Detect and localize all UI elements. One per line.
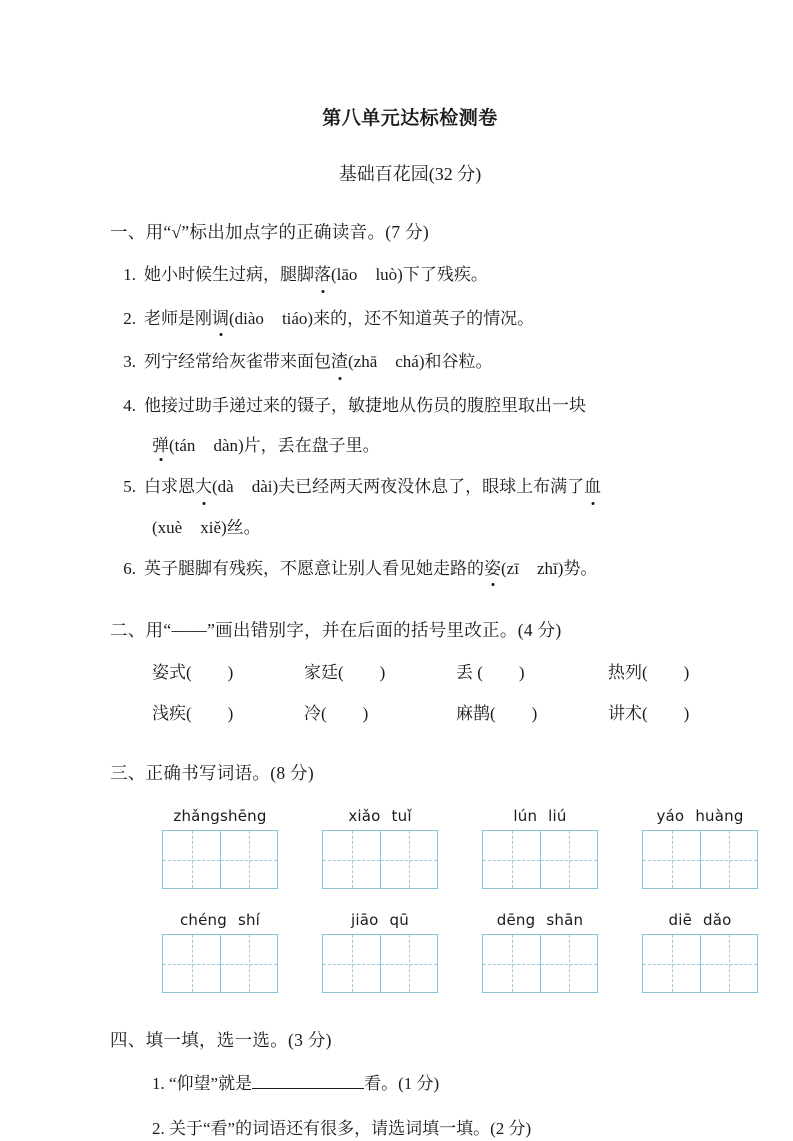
tianzige-cell[interactable] — [483, 935, 540, 992]
question-text-post: 和谷粒。 — [425, 352, 493, 371]
word-label: 家廷( — [304, 663, 344, 682]
tianzige-grid[interactable] — [322, 830, 438, 889]
close-paren: ) — [532, 704, 538, 723]
writing-grid-item — [140, 807, 300, 889]
word-correction-item[interactable] — [152, 699, 304, 724]
pinyin-option-b[interactable]: xiě) — [200, 518, 226, 537]
dotted-char: 渣 — [331, 349, 348, 375]
word-label: 姿式( — [152, 663, 192, 682]
section-3-heading: 三、正确书写词语。(8 分) — [110, 760, 710, 785]
word-row — [152, 658, 710, 683]
section-4-heading: 四、填一填，选一选。(3 分) — [110, 1027, 710, 1052]
word-label: 热列( — [608, 663, 648, 682]
word-correction-item[interactable] — [304, 658, 456, 683]
question-item — [110, 474, 710, 500]
close-paren: ) — [228, 704, 234, 723]
question-number: 1. — [110, 262, 144, 288]
item-number: 1. — [152, 1074, 165, 1093]
page-title: 第八单元达标检测卷 — [110, 103, 710, 130]
word-correction-item[interactable] — [456, 658, 608, 683]
question-item — [110, 556, 710, 582]
question-text-pre: 英子腿脚有残疾，不愿意让别人看见她走路的 — [144, 559, 484, 578]
tianzige-cell[interactable] — [220, 935, 277, 992]
question-body — [144, 349, 710, 375]
pinyin-label: lún liú — [513, 807, 566, 825]
word-label: 丢 ( — [456, 663, 483, 682]
question-text-post: 片，丢在盘子里。 — [244, 436, 380, 455]
close-paren: ) — [380, 663, 386, 682]
section-2-heading: 二、用“——”画出错别字，并在后面的括号里改正。(4 分) — [110, 617, 710, 642]
question-body — [144, 556, 710, 582]
tianzige-grid[interactable] — [162, 934, 278, 993]
writing-grid-row — [140, 911, 710, 993]
question-body — [144, 393, 710, 419]
pinyin-label: diē dǎo — [668, 911, 731, 929]
pinyin-label: yáo huàng — [656, 807, 743, 825]
tianzige-cell[interactable] — [323, 935, 380, 992]
question-text-pre: 列宁经常给灰雀带来面包 — [144, 352, 331, 371]
pinyin-option-b[interactable]: tiáo) — [282, 309, 313, 328]
question-text-post: 夫已经两天两夜没休息了，眼球上布满了 — [278, 477, 584, 496]
question-text-pre: 白求恩 — [144, 477, 195, 496]
tianzige-cell[interactable] — [540, 935, 597, 992]
tianzige-cell[interactable] — [643, 831, 700, 888]
question-body — [144, 306, 710, 332]
dotted-char: 弹 — [152, 431, 169, 456]
writing-grid-item — [620, 807, 780, 889]
pinyin-label: xiǎo tuǐ — [348, 807, 411, 825]
writing-grid-item — [300, 911, 460, 993]
pinyin-option-b[interactable]: luò) — [375, 265, 402, 284]
pinyin-option-b[interactable]: zhī) — [537, 559, 563, 578]
question-body — [144, 262, 710, 288]
tianzige-cell[interactable] — [483, 831, 540, 888]
question-text-post: 丝。 — [227, 518, 261, 537]
tianzige-cell[interactable] — [323, 831, 380, 888]
question-text-pre: 她小时候生过病，腿脚 — [144, 265, 314, 284]
close-paren: ) — [363, 704, 369, 723]
tianzige-cell[interactable] — [643, 935, 700, 992]
word-correction-item[interactable] — [608, 658, 760, 683]
dotted-char: 大 — [195, 474, 212, 500]
dotted-char: 调 — [212, 306, 229, 332]
pinyin-option-b[interactable]: dài) — [252, 477, 278, 496]
question-text-pre: 他接过助手递过来的镊子，敏捷地从伤员的腹腔里取出一块 — [144, 396, 586, 415]
item-number: 2. — [152, 1119, 165, 1138]
writing-grid-item — [620, 911, 780, 993]
question-number: 3. — [110, 349, 144, 375]
section-1-heading: 一、用“√”标出加点字的正确读音。(7 分) — [110, 219, 710, 244]
item-text-before: “仰望”就是 — [169, 1074, 252, 1093]
question-number: 4. — [110, 393, 144, 419]
fill-item — [152, 1071, 710, 1097]
question-item — [110, 393, 710, 419]
fill-item — [152, 1116, 710, 1141]
pinyin-option-a[interactable]: (tán — [169, 436, 195, 455]
tianzige-grid[interactable] — [162, 830, 278, 889]
question-body — [144, 474, 710, 500]
pinyin-option-a[interactable]: (zī — [501, 559, 519, 578]
writing-grid-item — [460, 807, 620, 889]
tianzige-cell[interactable] — [380, 935, 437, 992]
question-continuation — [110, 431, 710, 456]
question-item — [110, 262, 710, 288]
word-correction-item[interactable] — [152, 658, 304, 683]
pinyin-option-b[interactable]: chá) — [395, 352, 424, 371]
question-text-post: 来的，还不知道英子的情况。 — [313, 309, 534, 328]
word-correction-item[interactable] — [608, 699, 760, 724]
question-text-post: 下了残疾。 — [403, 265, 488, 284]
tianzige-grid[interactable] — [642, 830, 758, 889]
tianzige-cell[interactable] — [163, 831, 220, 888]
tianzige-grid[interactable] — [482, 934, 598, 993]
dotted-char: 血 — [584, 474, 601, 500]
item-text-after: 看。(1 分) — [364, 1074, 439, 1093]
word-row — [152, 699, 710, 724]
tianzige-cell[interactable] — [700, 935, 757, 992]
pinyin-label: dēng shān — [497, 911, 583, 929]
word-label: 浅疾( — [152, 704, 192, 723]
question-number: 5. — [110, 474, 144, 500]
page-content — [110, 0, 710, 1141]
close-paren: ) — [684, 704, 690, 723]
dotted-char: 姿 — [484, 556, 501, 582]
pinyin-label: jiāo qū — [351, 911, 409, 929]
section-2-word-grid — [110, 658, 710, 724]
writing-grid-row — [140, 807, 710, 889]
word-label: 冷( — [304, 704, 327, 723]
close-paren: ) — [684, 663, 690, 682]
pinyin-label: chéng shí — [180, 911, 260, 929]
answer-blank-underline[interactable] — [252, 1071, 364, 1089]
word-correction-item[interactable] — [304, 699, 456, 724]
question-text-pre: 老师是刚 — [144, 309, 212, 328]
section-4-item-list — [110, 1071, 710, 1141]
writing-grid-item — [140, 911, 300, 993]
tianzige-grid[interactable] — [642, 934, 758, 993]
close-paren: ) — [519, 663, 525, 682]
section-1-question-list — [110, 262, 710, 581]
word-correction-item[interactable] — [456, 699, 608, 724]
word-label: 讲术( — [608, 704, 648, 723]
writing-grid-item — [460, 911, 620, 993]
pinyin-option-a[interactable]: (diào — [229, 309, 264, 328]
pinyin-label: zhǎngshēng — [173, 807, 266, 825]
word-label: 麻鹊( — [456, 704, 496, 723]
question-number: 2. — [110, 306, 144, 332]
tianzige-cell[interactable] — [163, 935, 220, 992]
page-subtitle: 基础百花园(32 分) — [110, 160, 710, 186]
question-number: 6. — [110, 556, 144, 582]
close-paren: ) — [228, 663, 234, 682]
pinyin-option-a[interactable]: (xuè — [152, 518, 182, 537]
pinyin-option-a[interactable]: (dà — [212, 477, 234, 496]
dotted-char: 落 — [314, 262, 331, 288]
question-continuation — [110, 513, 710, 538]
tianzige-grid[interactable] — [322, 934, 438, 993]
tianzige-cell[interactable] — [700, 831, 757, 888]
writing-grid-item — [300, 807, 460, 889]
question-text-post: 势。 — [563, 559, 597, 578]
tianzige-cell[interactable] — [540, 831, 597, 888]
pinyin-option-b[interactable]: dàn) — [213, 436, 243, 455]
pinyin-option-a[interactable]: (lāo — [331, 265, 357, 284]
question-item — [110, 306, 710, 332]
section-3-writing-grids — [110, 807, 710, 993]
tianzige-cell[interactable] — [380, 831, 437, 888]
question-item — [110, 349, 710, 375]
pinyin-option-a[interactable]: (zhā — [348, 352, 377, 371]
tianzige-grid[interactable] — [482, 830, 598, 889]
tianzige-cell[interactable] — [220, 831, 277, 888]
item-text-before: 关于“看”的词语还有很多，请选词填一填。(2 分) — [169, 1119, 531, 1138]
